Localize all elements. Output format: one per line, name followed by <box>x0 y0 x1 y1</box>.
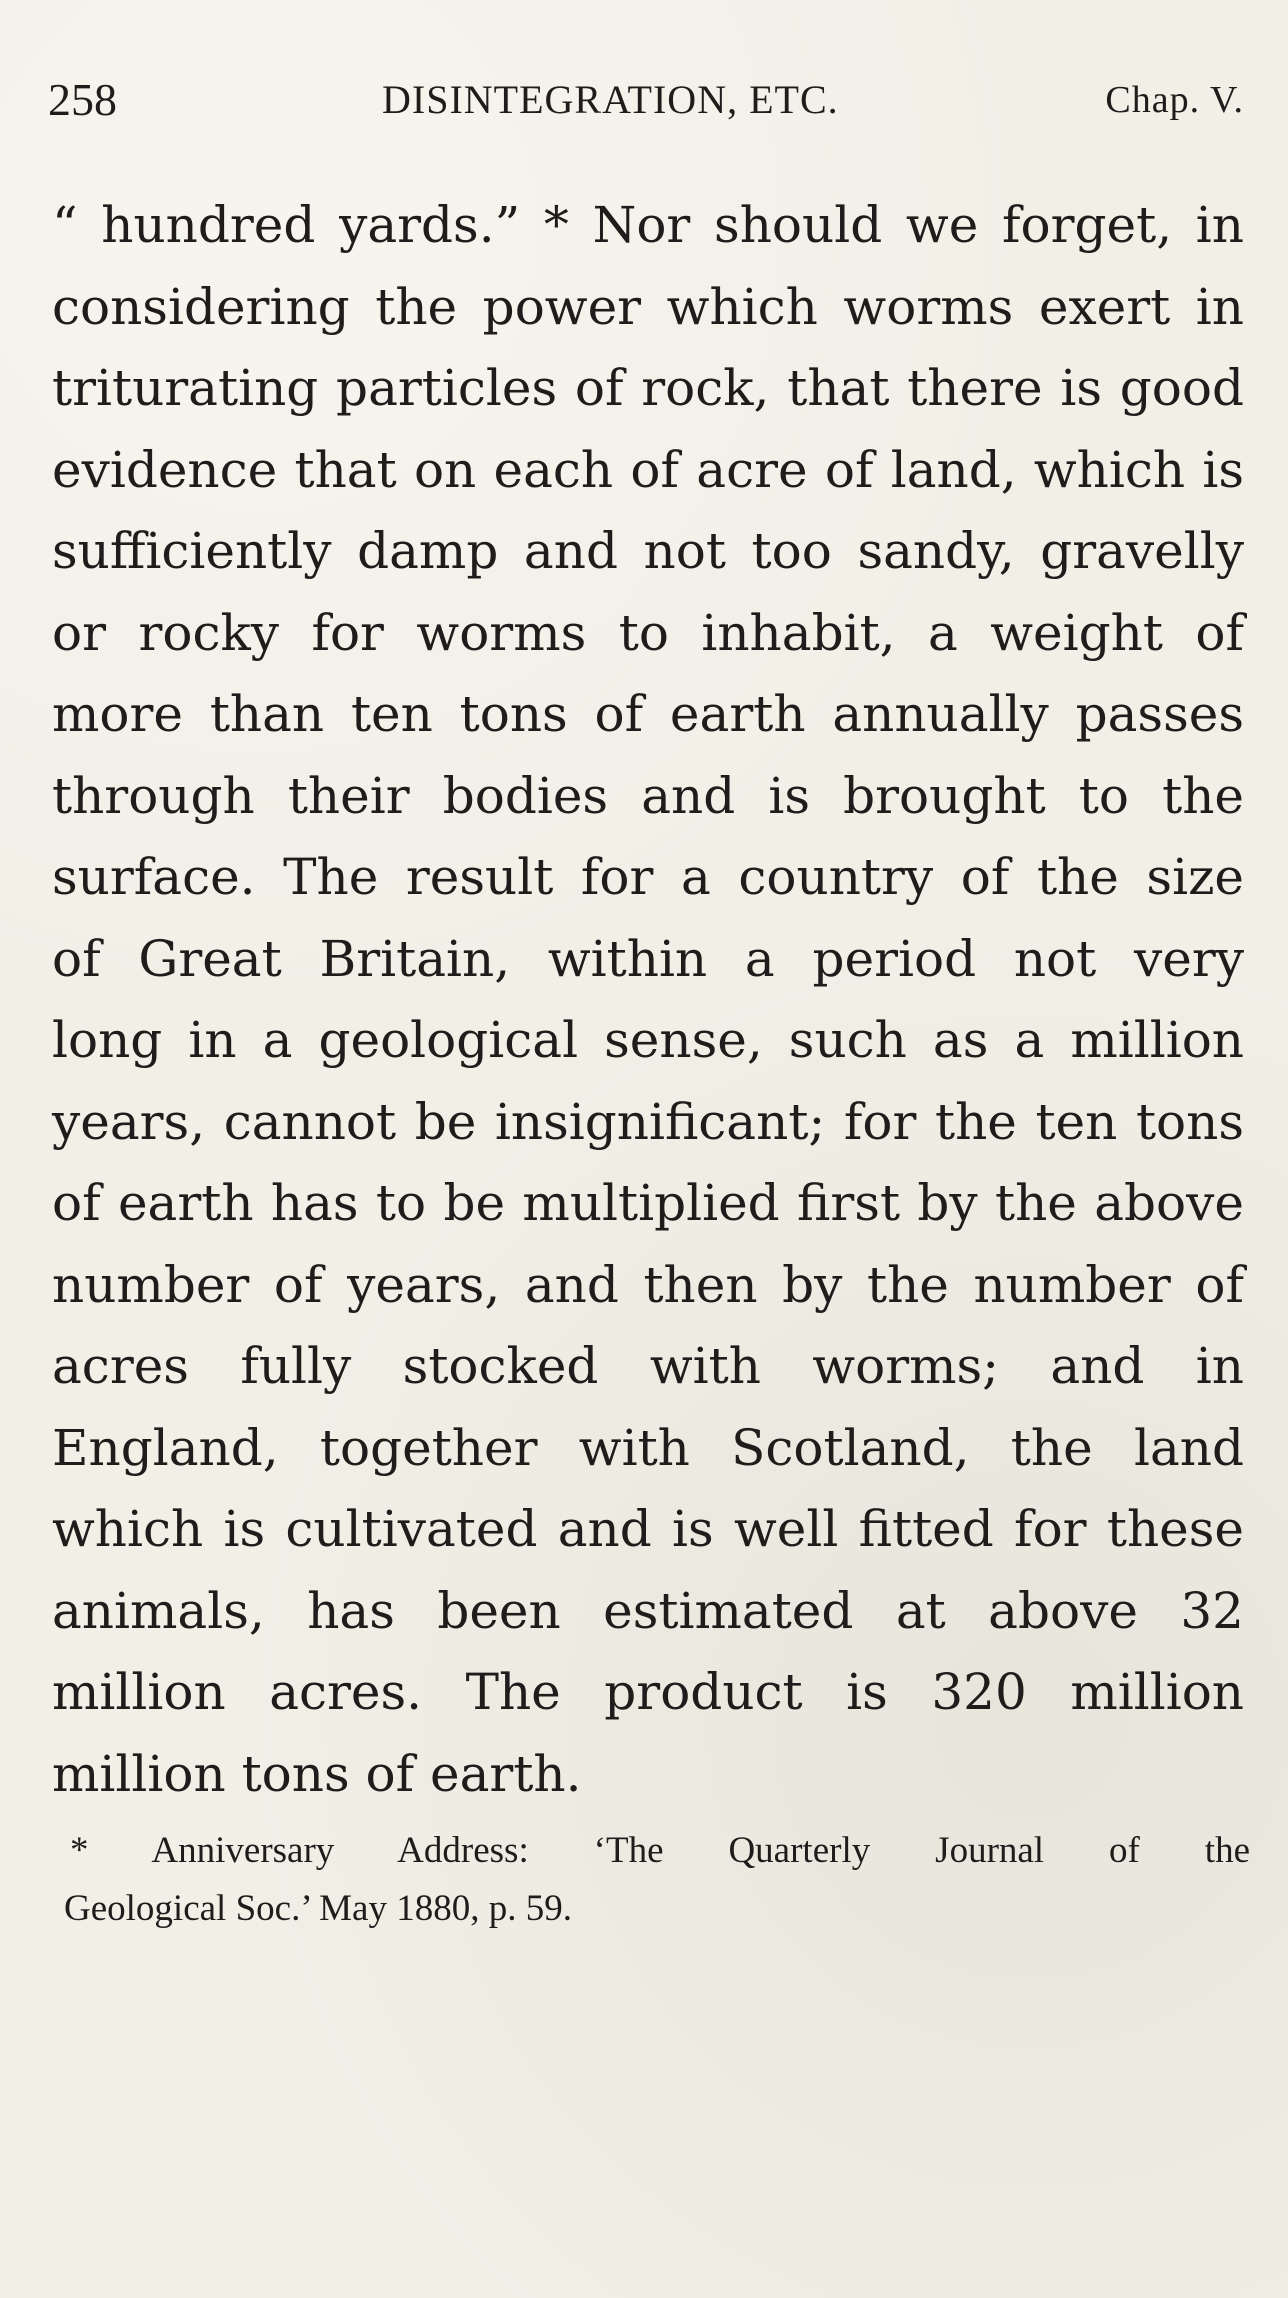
page-header <box>48 70 1244 130</box>
text-line-13: of earth has to be multiplied first by the above <box>52 1174 1244 1232</box>
footnote-line-2: Geological Soc.’ May 1880, p. 59. <box>64 1888 572 1929</box>
text-line-6: or rocky for worms to inhabit, a weight of <box>52 603 1244 662</box>
text-line-1: “ hundred yards.” * Nor should we forget, in <box>52 196 1244 254</box>
text-line-10: of Great Britain, within a period not very <box>52 929 1244 988</box>
text-line-3: triturating particles of rock, that there is good <box>52 359 1244 417</box>
running-title: DISINTEGRATION, ETC. <box>382 77 839 122</box>
page-number: 258 <box>48 74 117 125</box>
text-line-20: million tons of earth. <box>52 1744 582 1803</box>
footnote-line-1: * Anniversary Address: ‘The Quarterly Journal of the <box>70 1830 1250 1871</box>
text-line-4: evidence that on each of acre of land, which is <box>52 440 1244 499</box>
text-line-12: years, cannot be insignificant; for the ten tons <box>52 1092 1244 1151</box>
chapter-reference: Chap. V. <box>1105 79 1244 121</box>
text-line-16: England, together with Scotland, the land <box>52 1418 1244 1477</box>
text-line-9: surface. The result for a country of the size <box>52 848 1244 906</box>
text-line-2: considering the power which worms exert in <box>52 277 1244 336</box>
body-paragraph <box>52 185 1244 1815</box>
text-line-19: million acres. The product is 320 million <box>52 1663 1244 1721</box>
text-line-17: which is cultivated and is well fitted for these <box>52 1500 1244 1558</box>
footnote <box>64 1822 1250 1938</box>
text-line-5: sufficiently damp and not too sandy, gravelly <box>52 522 1244 580</box>
text-line-7: more than ten tons of earth annually passes <box>52 685 1244 743</box>
text-line-15: acres fully stocked with worms; and in <box>52 1337 1244 1395</box>
text-line-18: animals, has been estimated at above 32 <box>52 1581 1244 1640</box>
text-line-11: long in a geological sense, such as a million <box>52 1011 1244 1069</box>
text-line-8: through their bodies and is brought to the <box>52 766 1244 825</box>
text-line-14: number of years, and then by the number of <box>52 1255 1244 1314</box>
